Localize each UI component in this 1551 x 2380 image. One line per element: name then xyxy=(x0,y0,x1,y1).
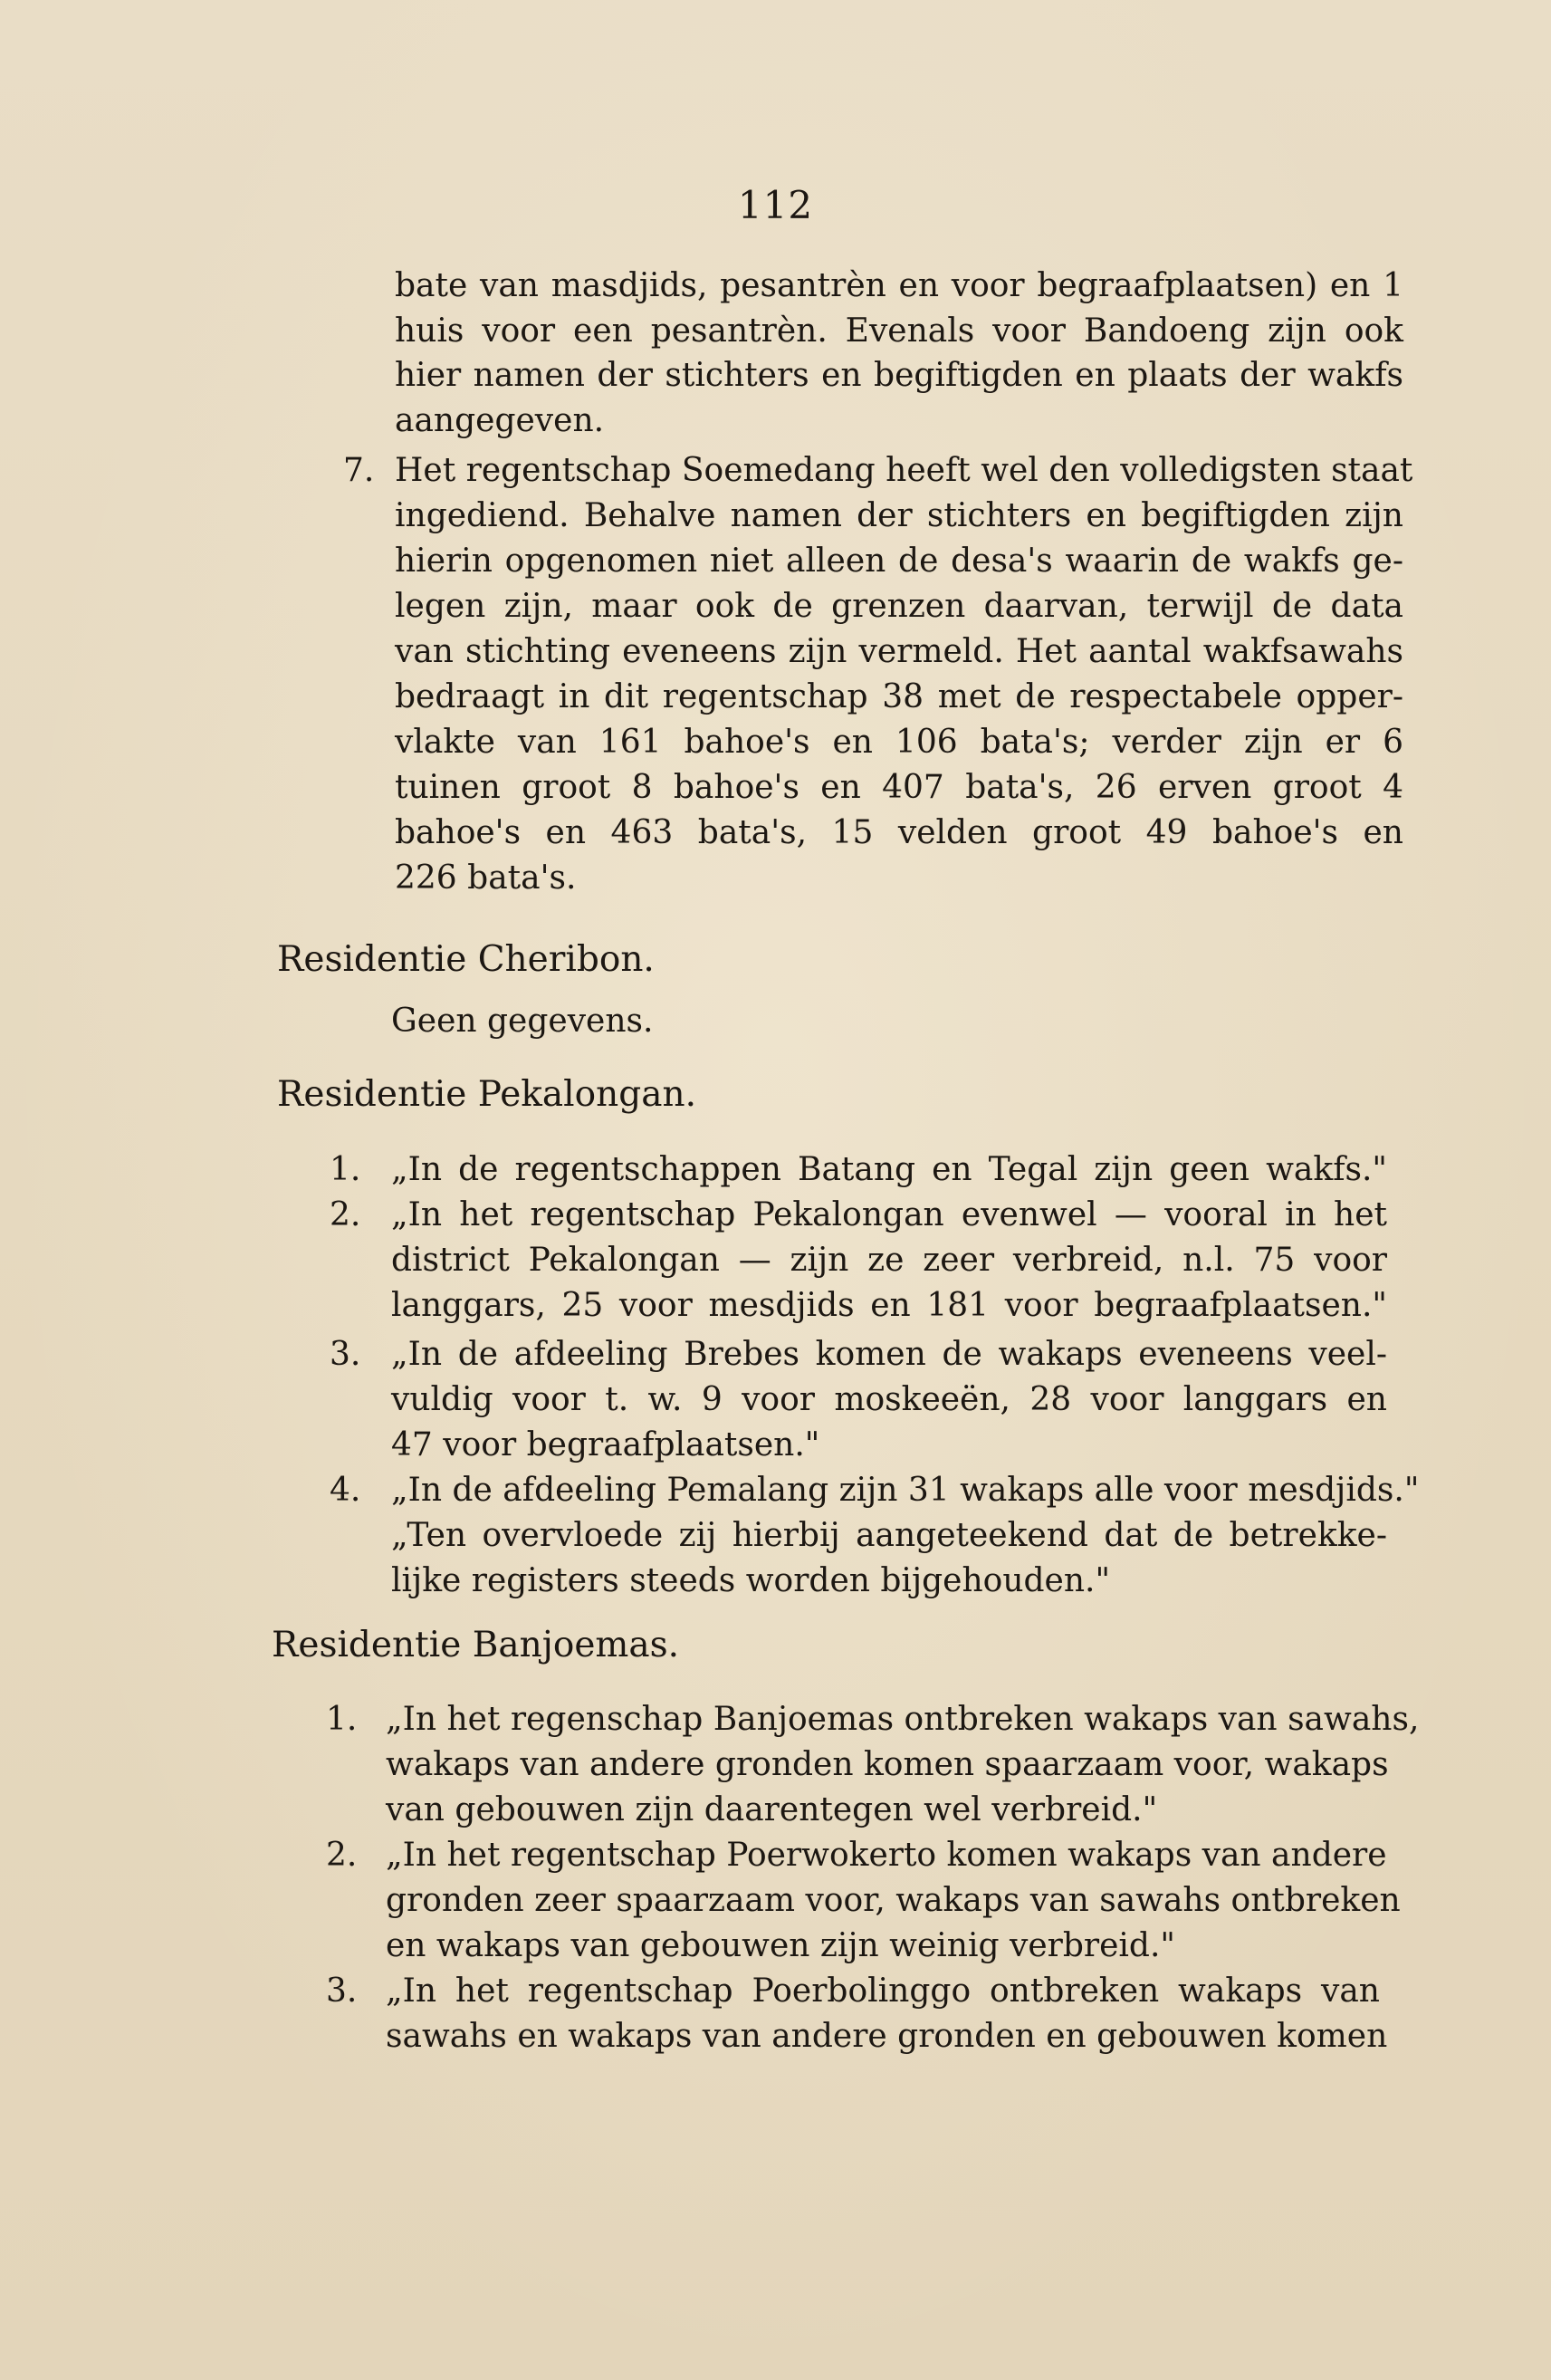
text-line: „In de afdeeling Brebes komen de wakaps eveneens veel- xyxy=(391,1336,1387,1373)
text-line: „Ten overvloede zij hierbij aangeteekend dat de betrekke- xyxy=(391,1517,1387,1554)
text-line: vuldig voor t. w. 9 voor moskeeën, 28 voor langgars en xyxy=(391,1381,1387,1418)
text-line: „In de regentschappen Batang en Tegal zijn geen wakfs." xyxy=(391,1151,1387,1188)
text-line: vlakte van 161 bahoe's en 106 bata's; verder zijn er 6 xyxy=(395,724,1403,761)
text-line: tuinen groot 8 bahoe's en 407 bata's, 26 erven groot 4 xyxy=(395,769,1403,806)
text-line: bedraagt in dit regentschap 38 met de respectabele opper- xyxy=(395,678,1403,715)
page-number: 112 xyxy=(737,183,814,227)
text-line: hier namen der stichters en begiftigden en plaats der wakfs xyxy=(395,357,1403,394)
text-line: van gebouwen zijn daarentegen wel verbreid." xyxy=(386,1791,1158,1828)
item-number: 4. xyxy=(330,1472,361,1509)
text-line: hierin opgenomen niet alleen de desa's waarin de wakfs ge- xyxy=(395,542,1403,580)
text-line: „In de afdeeling Pemalang zijn 31 wakaps alle voor mesdjids." xyxy=(391,1472,1420,1509)
text-line: langgars, 25 voor mesdjids en 181 voor begraafplaatsen." xyxy=(391,1287,1387,1324)
text-line: „In het regentschap Pekalongan evenwel — vooral in het xyxy=(391,1196,1387,1233)
text-line: en wakaps van gebouwen zijn weinig verbreid." xyxy=(386,1927,1175,1964)
text-line: lijke registers steeds worden bijgehouden." xyxy=(391,1562,1111,1599)
text-line: 47 voor begraafplaatsen." xyxy=(391,1426,820,1464)
text-line: huis voor een pesantrèn. Evenals voor Bandoeng zijn ook xyxy=(395,312,1403,350)
section-heading-banjoemas: Residentie Banjoemas. xyxy=(272,1625,680,1665)
text-line: ingediend. Behalve namen der stichters en begiftigden zijn xyxy=(395,497,1403,534)
item-number: 2. xyxy=(330,1196,361,1233)
section-heading-cheribon: Residentie Cheribon. xyxy=(277,939,655,980)
item-number: 2. xyxy=(326,1837,358,1874)
item-number: 1. xyxy=(326,1701,358,1738)
text-line: „In het regentschap Poerbolinggo ontbreken wakaps van xyxy=(386,1972,1380,2010)
item-number: 3. xyxy=(326,1972,358,2010)
item-number: 1. xyxy=(330,1151,361,1188)
item-number: 7. xyxy=(343,452,375,489)
text-line: gronden zeer spaarzaam voor, wakaps van sawahs ontbreken xyxy=(386,1882,1401,1919)
section-heading-pekalongan: Residentie Pekalongan. xyxy=(277,1074,696,1115)
text-line: Het regentschap Soemedang heeft wel den volledigsten staat xyxy=(395,452,1413,489)
text-line: „In het regenschap Banjoemas ontbreken wakaps van sawahs, xyxy=(386,1701,1420,1738)
text-line: 226 bata's. xyxy=(395,859,577,897)
text-line: wakaps van andere gronden komen spaarzaam voor, wakaps xyxy=(386,1746,1389,1783)
text-line: district Pekalongan — zijn ze zeer verbreid, n.l. 75 voor xyxy=(391,1242,1387,1279)
text-line: bate van masdjids, pesantrèn en voor begraafplaatsen) en 1 xyxy=(395,267,1403,304)
item-number: 3. xyxy=(330,1336,361,1373)
text-line: Geen gegevens. xyxy=(391,1003,654,1040)
text-line: aangegeven. xyxy=(395,402,605,439)
text-line: legen zijn, maar ook de grenzen daarvan, terwijl de data xyxy=(395,588,1403,625)
text-line: „In het regentschap Poerwokerto komen wakaps van andere xyxy=(386,1837,1387,1874)
text-line: van stichting eveneens zijn vermeld. Het aantal wakfsawahs xyxy=(395,633,1403,670)
text-line: sawahs en wakaps van andere gronden en gebouwen komen xyxy=(386,2018,1388,2055)
text-line: bahoe's en 463 bata's, 15 velden groot 49 bahoe's en xyxy=(395,814,1403,851)
